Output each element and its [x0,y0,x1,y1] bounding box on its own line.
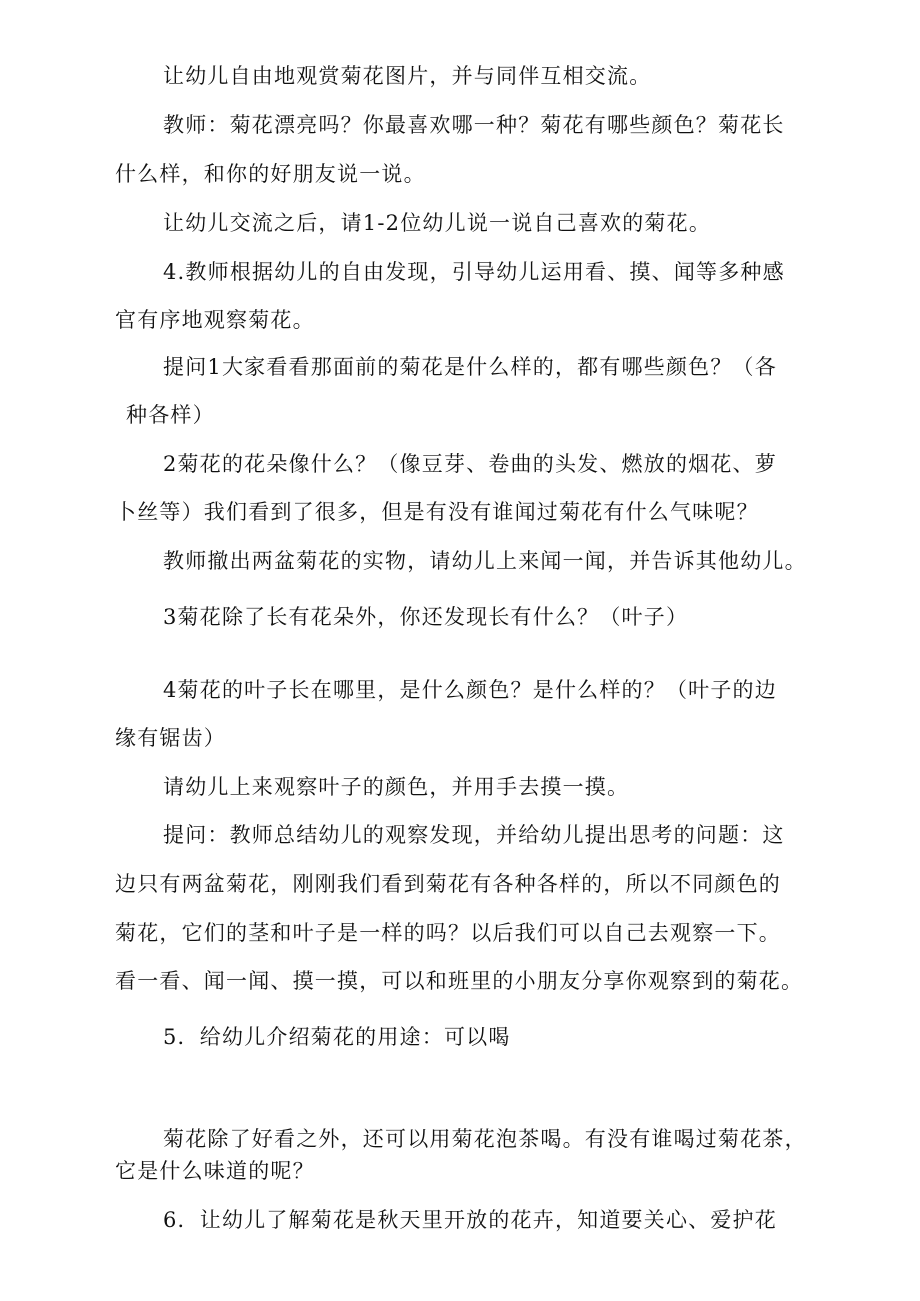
text-line: 3菊花除了长有花朵外，你还发现长有什么？（叶子） [163,605,689,629]
text-line: 什么样，和你的好朋友说一说。 [115,162,426,186]
text-line: 请幼儿上来观察叶子的颜色，并用手去摸一摸。 [163,775,630,799]
text-line: 菊花，它们的茎和叶子是一样的吗？以后我们可以自己去观察一下。 [115,921,781,945]
text-line: 4菊花的叶子长在哪里，是什么颜色？是什么样的？（叶子的边 [163,678,777,702]
text-line: 教师：菊花漂亮吗？你最喜欢哪一种？菊花有哪些颜色？菊花长 [163,113,785,137]
text-line: 卜丝等）我们看到了很多，但是有没有谁闻过菊花有什么气味呢？ [115,500,759,524]
text-line: 边只有两盆菊花，刚刚我们看到菊花有各种各样的，所以不同颜色的 [115,872,781,896]
text-line: 提问：教师总结幼儿的观察发现，并给幼儿提出思考的问题：这 [163,823,785,847]
text-line: 提问1大家看看那面前的菊花是什么样的，都有哪些颜色？（各 [163,355,777,379]
text-line: 4.教师根据幼儿的自由发现，引导幼儿运用看、摸、闻等多种感 [163,260,785,284]
text-line: 缘有锯齿） [115,726,226,750]
text-line: 官有序地观察菊花。 [115,308,315,332]
text-line: 5．给幼儿介绍菊花的用途：可以喝 [163,1025,511,1049]
text-line: 它是什么味道的呢？ [115,1159,315,1183]
text-line: 看一看、闻一闻、摸一摸，可以和班里的小朋友分享你观察到的菊花。 [115,969,804,993]
text-line: 让幼儿自由地观赏菊花图片，并与同伴互相交流。 [163,64,652,88]
text-line: 6．让幼儿了解菊花是秋天里开放的花卉，知道要关心、爱护花 [163,1208,777,1232]
text-line: 种各样） [126,403,215,427]
text-line: 菊花除了好看之外，还可以用菊花泡茶喝。有没有谁喝过菊花茶， [163,1127,807,1151]
text-line: 让幼儿交流之后，请1-2位幼儿说一说自己喜欢的菊花。 [163,211,712,235]
text-line: 2菊花的花朵像什么？（像豆芽、卷曲的头发、燃放的烟花、萝 [163,452,777,476]
text-line: 教师撤出两盆菊花的实物，请幼儿上来闻一闻，并告诉其他幼儿。 [163,549,807,573]
